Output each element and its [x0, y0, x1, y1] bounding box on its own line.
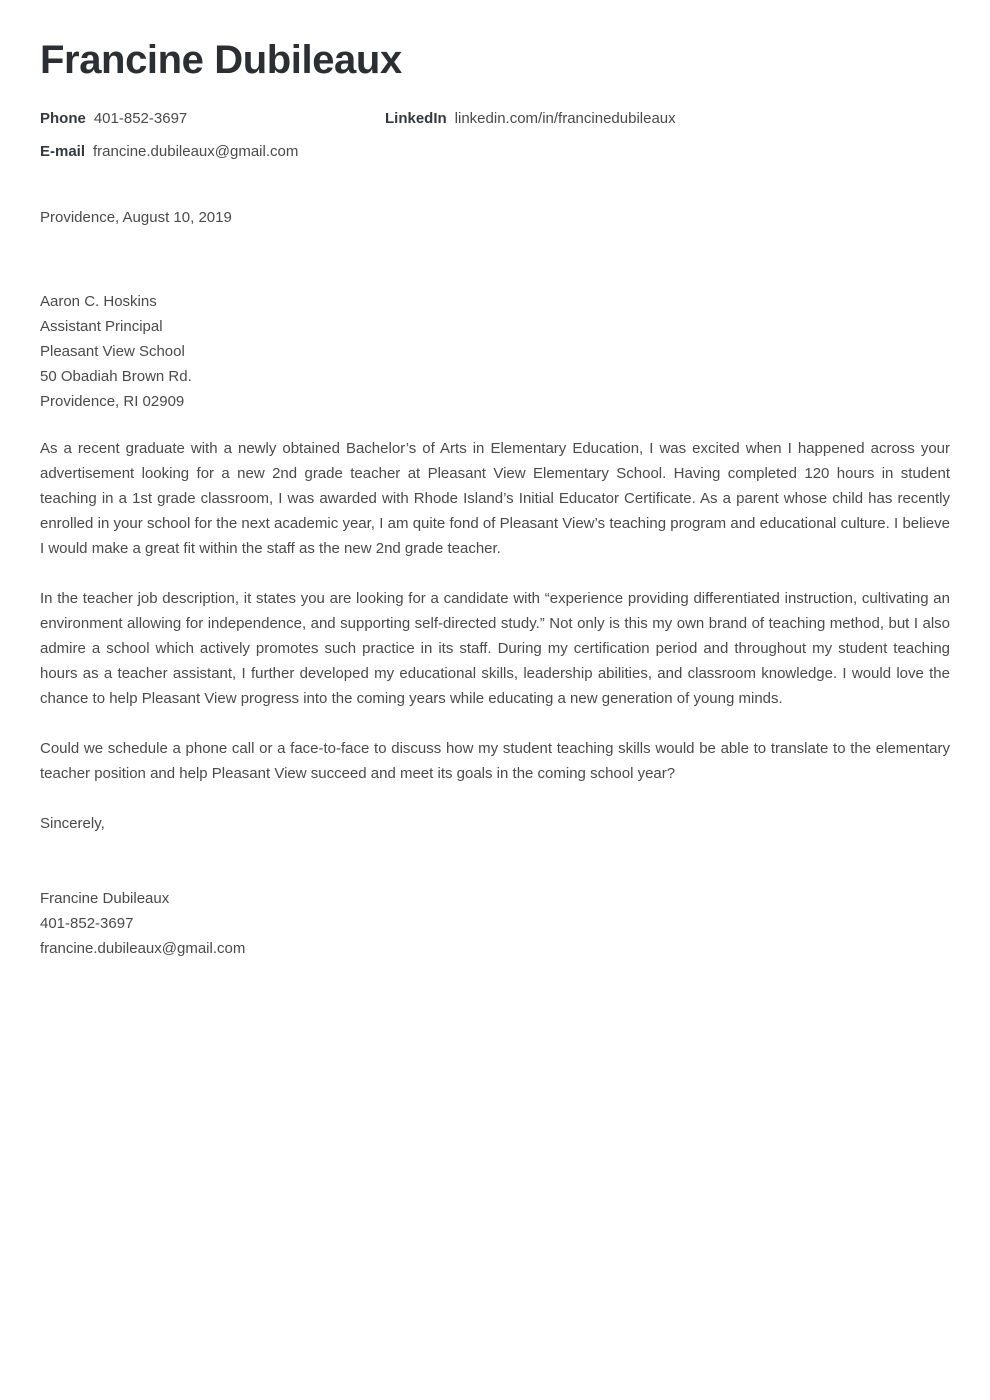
contact-email-value[interactable]: francine.dubileaux@gmail.com	[93, 143, 299, 160]
signature-email[interactable]: francine.dubileaux@gmail.com	[40, 940, 246, 957]
page-title: Francine Dubileaux	[40, 38, 402, 82]
contact-details	[40, 109, 950, 175]
recipient-street: 50 Obadiah Brown Rd.	[40, 368, 192, 385]
contact-linkedin-value[interactable]: linkedin.com/in/francinedubileaux	[454, 110, 676, 127]
signature-block	[40, 886, 950, 961]
contact-phone-label: Phone	[40, 110, 86, 127]
contact-phone	[40, 109, 385, 129]
letter-body	[40, 436, 950, 786]
recipient-organization: Pleasant View School	[40, 343, 185, 360]
body-paragraph-3: Could we schedule a phone call or a face-to-face to discuss how my student teaching skills would be able to translate to the elementary teacher position and help Pleasant View succeed and meet its goals in the coming school year?	[40, 740, 950, 782]
contact-row-secondary	[40, 142, 950, 175]
contact-linkedin	[385, 109, 676, 129]
contact-email	[40, 142, 385, 162]
contact-row-primary	[40, 109, 950, 142]
recipient-title: Assistant Principal	[40, 318, 163, 335]
contact-linkedin-label: LinkedIn	[385, 110, 447, 127]
contact-email-label: E-mail	[40, 143, 86, 160]
letter-date: Providence, August 10, 2019	[40, 209, 232, 226]
closing-salutation: Sincerely,	[40, 815, 105, 832]
recipient-address	[40, 289, 950, 414]
body-paragraph-2: In the teacher job description, it states you are looking for a candidate with “experience providing differentiated instruction, cultivating an environment allowing for independence, and supporting self-directed study.” Not only is this my own brand of teaching method, but I also admire a school which actively promotes such practice in its staff. During my certification period and throughout my student teaching hours as a teacher assistant, I further developed my educational skills, leadership abilities, and classroom knowledge. I would love the chance to help Pleasant View progress into the coming years while educating a new generation of young minds.	[40, 590, 950, 707]
recipient-city-state-zip: Providence, RI 02909	[40, 393, 185, 410]
recipient-name: Aaron C. Hoskins	[40, 293, 157, 310]
signature-name: Francine Dubileaux	[40, 890, 170, 907]
letter-header	[40, 0, 950, 175]
body-paragraph-1: As a recent graduate with a newly obtained Bachelor’s of Arts in Elementary Education, I was excited when I happened across your advertisement looking for a new 2nd grade teacher at Pleasant View Elementary School. Having completed 120 hours in student teaching in a 1st grade classroom, I was awarded with Rhode Island’s Initial Educator Certificate. As a parent whose child has recently enrolled in your school for the next academic year, I am quite fond of Pleasant View’s teaching program and educational culture. I believe I would make a great fit within the staff as the new 2nd grade teacher.	[40, 440, 950, 557]
contact-phone-value[interactable]: 401-852-3697	[93, 110, 188, 127]
signature-phone[interactable]: 401-852-3697	[40, 915, 134, 932]
